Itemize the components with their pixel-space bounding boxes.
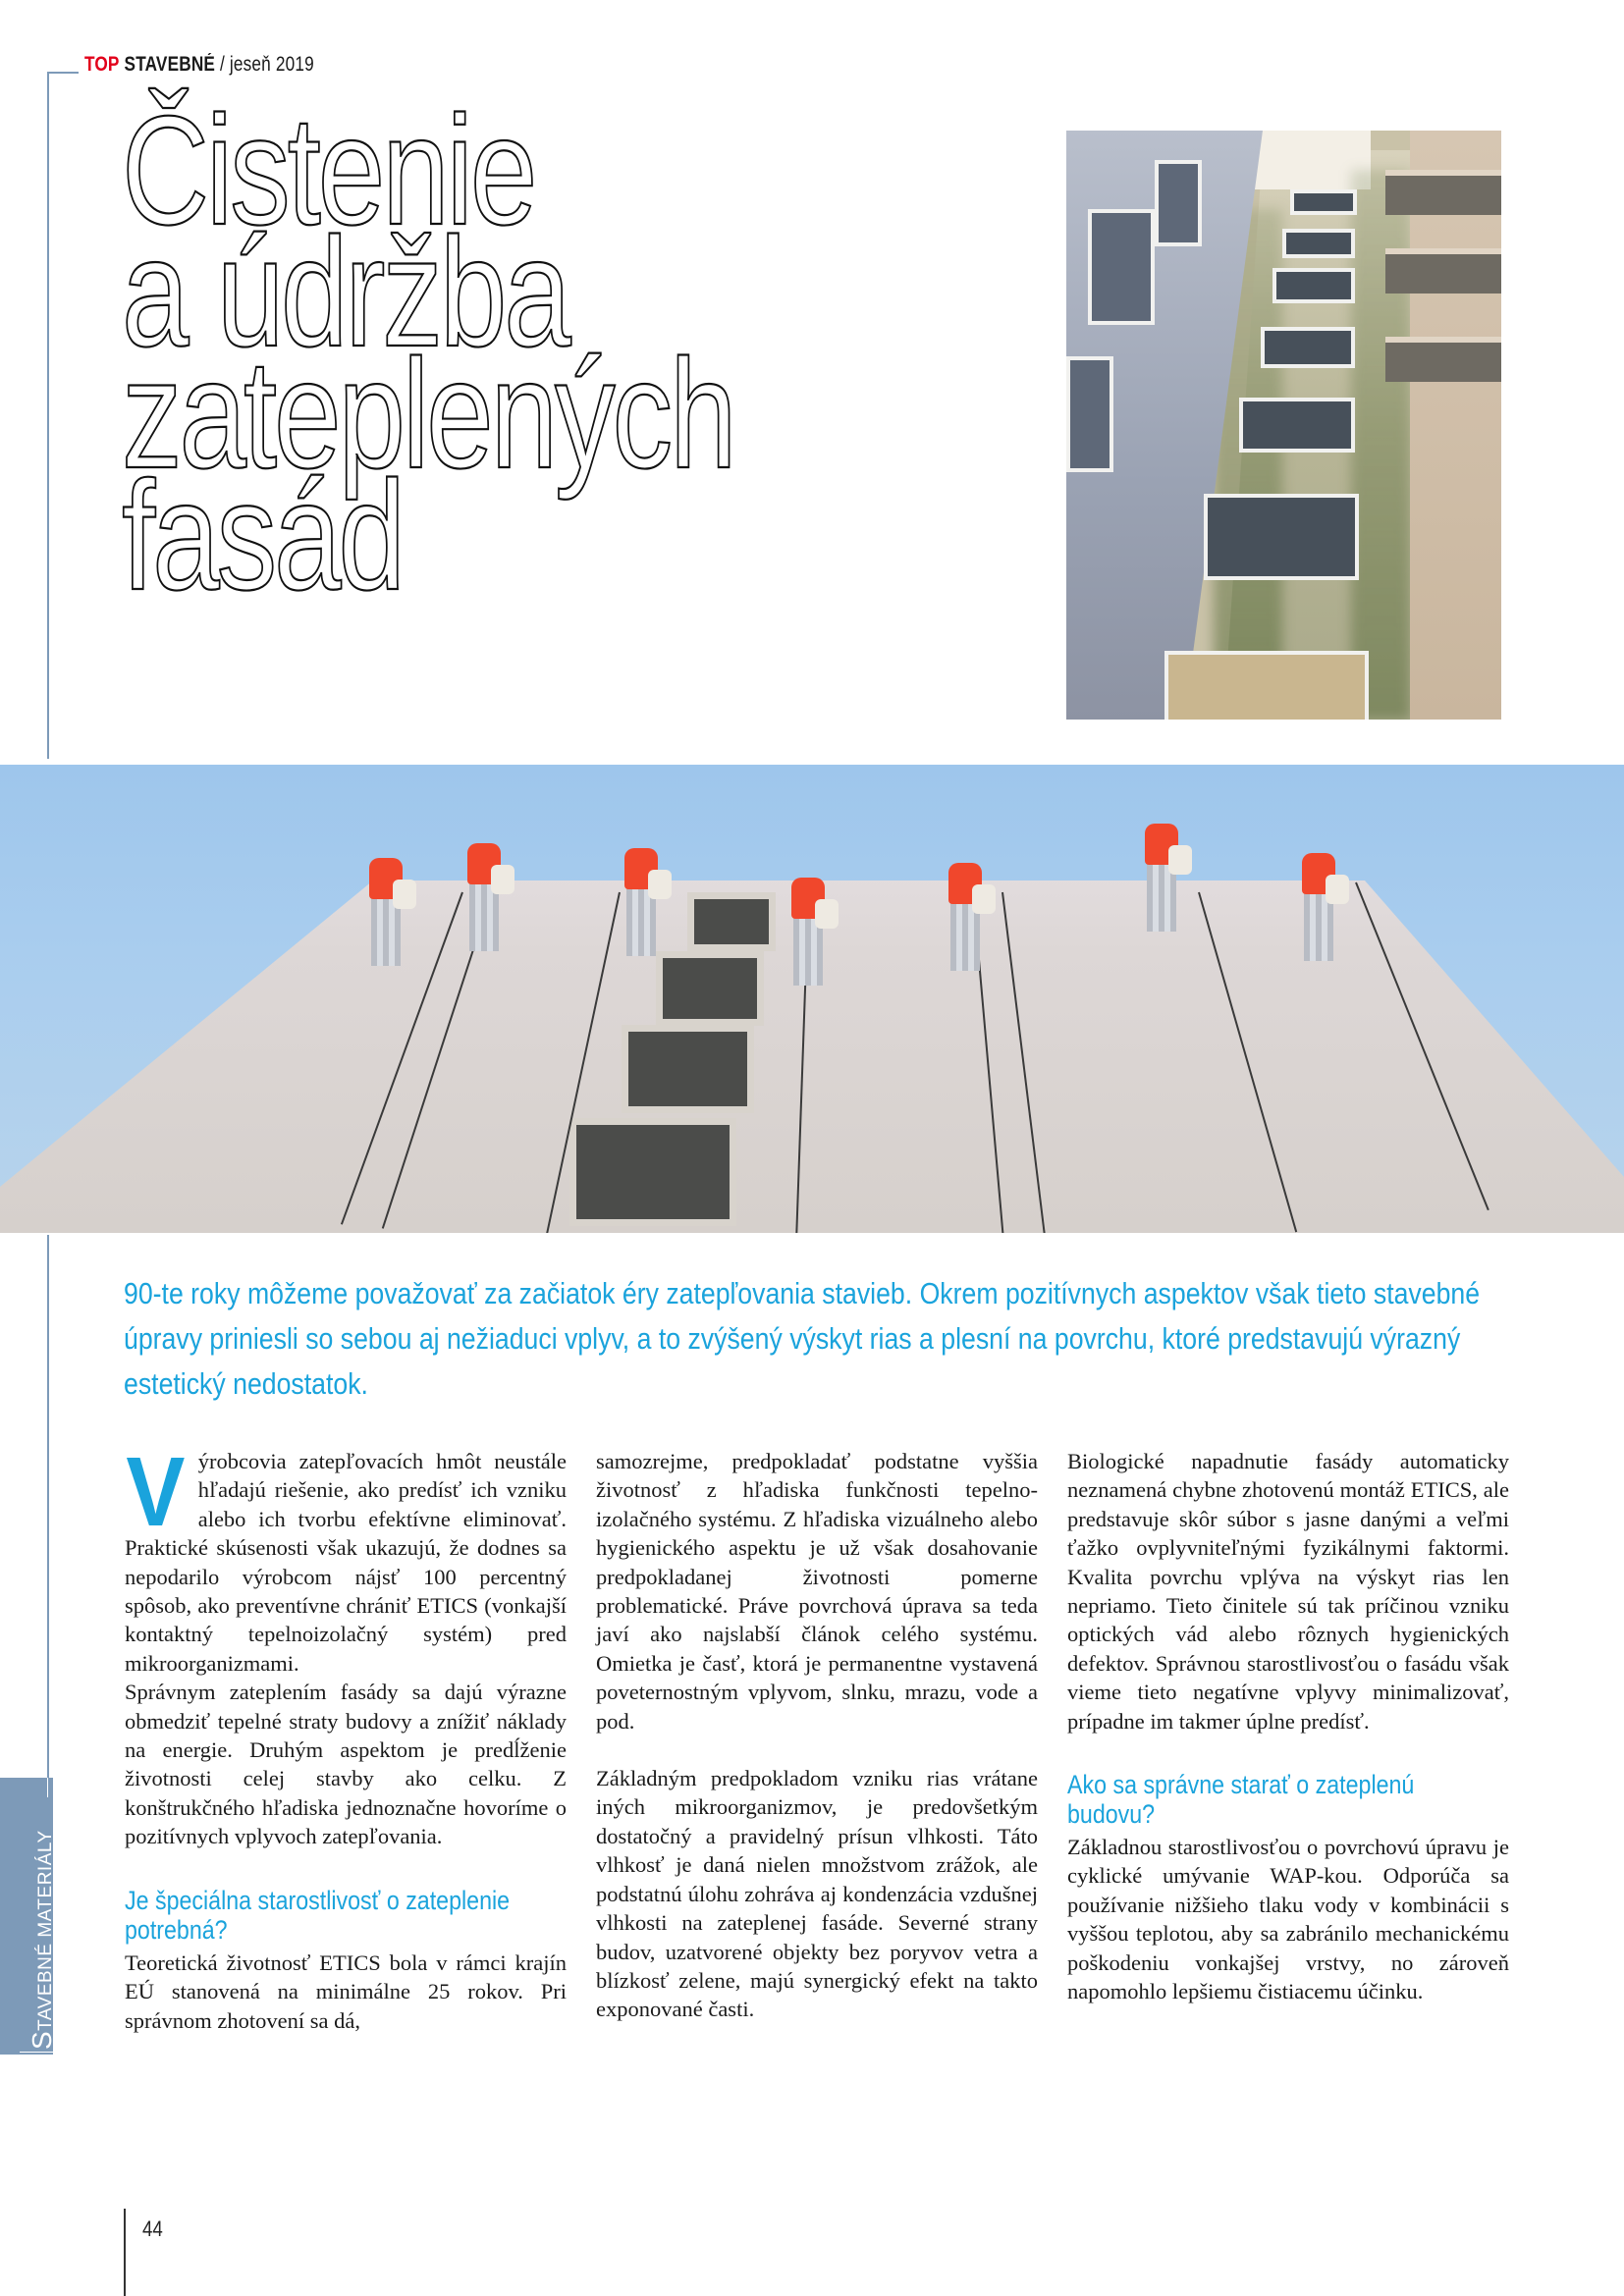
photo-worker bbox=[363, 858, 408, 966]
photo-worker bbox=[943, 863, 988, 971]
body-paragraph: ýrobcovia zatepľovacích hmôt neustále hľadajú riešenie, ako predísť ich vzniku alebo ich tvorbu efektívne eliminovať. Praktické skúsenosti však ukazujú, že dodnes sa nepodarilo výrobcom nájsť 100 percentný spôsob, ako preventívne chrániť ETICS (vonkajší kontaktný tepelnoizolačný systém) pred mikroorganizmami. bbox=[125, 1449, 567, 1676]
photo-window bbox=[656, 951, 764, 1026]
photo-window bbox=[1282, 229, 1355, 258]
body-paragraph: Teoretická životnosť ETICS bola v rámci krajín EÚ stanovená na minimálne 25 rokov. Pri správnom zhotovení sa dá, bbox=[125, 1949, 567, 2033]
body-paragraph: Správnym zateplením fasády sa dajú výrazne obmedziť tepelné straty budovy a znížiť náklady na energie. Druhým aspektom je predĺženie životnosti celej stavby ako celku. Z konštrukčného hľadiska jednoznačne hovoríme o pozitívnych vplyvoch zatepľovania. bbox=[125, 1680, 567, 1849]
photo-window bbox=[1164, 651, 1369, 720]
photo-worker bbox=[619, 848, 664, 956]
running-head-separator: / bbox=[215, 53, 230, 76]
body-paragraph: samozrejme, predpokladať podstatne vyššia životnosť z hľadiska funkčnosti tepelno-izolačného systému. Z hľadiska vizuálneho alebo hygienického aspektu je už však dosahovanie predpokladanej životnosti pomerne problematické. Práve povrchová úprava sa teda javí ako najslabší článok celého systému. Omietka je časť, ktorá je permanentne vystavená poveternostným vplyvom, slnku, mrazu, vode a pod. bbox=[596, 1449, 1038, 1734]
page-number: 44 bbox=[142, 2216, 163, 2241]
title-line: Čistenie bbox=[122, 84, 535, 257]
photo-worker bbox=[1296, 853, 1341, 961]
photo-window bbox=[569, 1118, 736, 1226]
photo-balcony bbox=[1385, 170, 1501, 215]
body-paragraph: Základným predpokladom vzniku rias vrátane iných mikroorganizmov, je predovšetkým dostatočný a pravidelný prísun vlhkosti. Táto vlhkosť je daná nielen množstvom zrážok, ale podstatnú úlohu zohráva aj kondenzácia vzdušnej vlhkosti na zateplenej fasáde. Severné strany budov, uzatvorené objekty bez poryvov vetra a blízkosť zelene, majú synergický efekt na takto exponované časti. bbox=[596, 1766, 1038, 2022]
photo-window bbox=[1272, 268, 1355, 303]
body-column-1 bbox=[125, 1437, 567, 2035]
photo-window bbox=[687, 892, 776, 951]
section-label-initial: S bbox=[27, 2030, 57, 2050]
body-paragraph: Biologické napadnutie fasády automaticky neznamená chybne zhotovenú montáž ETICS, ale predstavuje skôr súbor s jasne danými a veľmi ťažko ovplyvniteľnými fyzikálnymi faktormi. Kvalita povrchu vplýva na výskyt rias len nepriamo. Tieto činitele sú tak príčinou vzniku optických vád alebo rôznych hygienických defektov. Správnou starostlivosťou o fasádu však vieme tieto negatívne vplyvy minimalizovať, prípadne im takmer úplne predísť. bbox=[1067, 1449, 1509, 1734]
side-tab-rule bbox=[47, 1778, 48, 1797]
section-heading: Ako sa správne starať o zateplenú budovu? bbox=[1067, 1770, 1415, 1830]
photo-worker bbox=[1139, 824, 1184, 932]
left-rule-top bbox=[47, 72, 79, 74]
body-column-3 bbox=[1067, 1447, 1509, 2006]
folio-rule bbox=[124, 2209, 126, 2296]
body-column-2 bbox=[596, 1447, 1038, 2024]
body-paragraph: Základnou starostlivosťou o povrchovú úpravu je cyklické umývanie WAP-kou. Odporúča sa používanie nižšieho tlaku vody v kombinácii s vyššou teplotou, aby sa zabránilo mechanickému poškodeniu vonkajšej vrstvy, no zároveň napomohlo lepšiemu čistiacemu účinku. bbox=[1067, 1835, 1509, 2004]
section-label-rest: TAVEBNÉ MATERIÁLY bbox=[35, 1830, 56, 2031]
photo-window bbox=[622, 1025, 754, 1113]
running-head bbox=[84, 53, 314, 77]
rope-workers-photo bbox=[0, 765, 1624, 1233]
section-label bbox=[27, 1830, 58, 2050]
title-line: fasád bbox=[122, 450, 403, 622]
running-head-issue: jeseň 2019 bbox=[229, 53, 314, 76]
section-heading: Je špeciálna starostlivosť o zateplenie potrebná? bbox=[125, 1885, 511, 1945]
photo-window bbox=[1290, 189, 1357, 215]
article-title bbox=[122, 84, 734, 622]
photo-window bbox=[1261, 327, 1355, 368]
photo-window bbox=[1204, 494, 1359, 580]
lead-paragraph: 90-te roky môžeme považovať za začiatok éry zatepľovania stavieb. Okrem pozitívnych aspektov však tieto stavebné úpravy priniesli so sebou aj nežiaduci vplyv, a to zvýšený výskyt rias a plesní na povrchu, ktoré predstavujú výrazný estetický nedostatok. bbox=[124, 1276, 1481, 1401]
left-rule-lower bbox=[47, 1235, 49, 1783]
photo-right-building bbox=[1410, 131, 1501, 720]
running-head-brand: STAVEBNÉ bbox=[124, 53, 216, 76]
photo-window bbox=[1155, 160, 1202, 246]
side-tab-rule bbox=[20, 2052, 53, 2053]
photo-worker bbox=[785, 878, 831, 986]
photo-window bbox=[1066, 356, 1113, 472]
title-line: a údržba bbox=[122, 206, 568, 379]
photo-window bbox=[1239, 398, 1355, 453]
title-line: zateplených bbox=[122, 328, 734, 501]
left-rule bbox=[47, 72, 49, 759]
photo-building-facade bbox=[0, 765, 1624, 1233]
drop-cap: V bbox=[126, 1437, 186, 1547]
photo-balcony bbox=[1385, 337, 1501, 382]
photo-window bbox=[1088, 209, 1155, 325]
photo-worker bbox=[461, 843, 507, 951]
running-head-highlight: TOP bbox=[84, 53, 120, 76]
photo-balcony bbox=[1385, 248, 1501, 294]
moldy-facade-photo bbox=[1066, 131, 1501, 720]
